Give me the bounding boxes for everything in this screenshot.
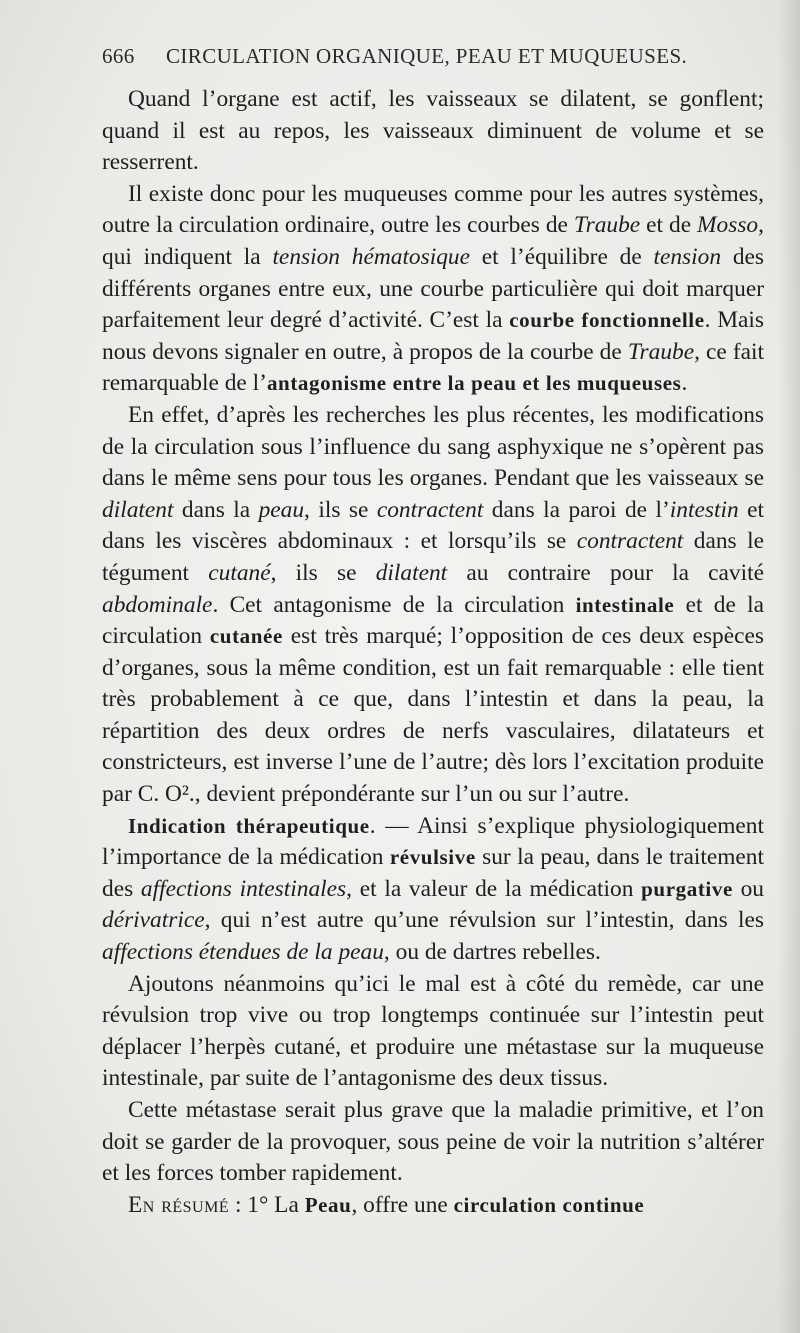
- paragraph: [102, 179, 764, 400]
- text-run: , offre une: [351, 1191, 454, 1218]
- paragraph: [102, 811, 764, 969]
- italic-text: affections intestinales: [140, 875, 347, 902]
- italic-text: cutané: [208, 559, 271, 586]
- bold-text: Indication thérapeutique: [128, 813, 370, 838]
- text-run: ou: [732, 875, 764, 902]
- text-run: Il existe donc pour les muqueuses comme pour les autres systèmes, outre la circulation ordinaire, outre les courbes de: [102, 180, 764, 239]
- italic-text: contractent: [576, 528, 684, 555]
- text-run: Quand l’organe est actif, les vaisseaux se dilatent, se gonflent; quand il est au repos, les vaisseaux diminuent de volume et se resserrent.: [102, 86, 764, 176]
- text-run: , ce fait remarquable de l’: [102, 338, 764, 397]
- text-run: , ou de dartres rebelles.: [383, 939, 601, 966]
- text-run: sur la peau, dans le traitement des: [102, 844, 764, 902]
- bold-text: courbe fonctionnelle: [509, 308, 705, 333]
- bold-text: révulsive: [389, 845, 476, 870]
- bold-text: intestinale: [575, 592, 675, 617]
- italic-text: affections étendues de la peau: [102, 939, 384, 966]
- page-number: 666: [102, 44, 135, 68]
- italic-text: Traube: [573, 212, 641, 239]
- text-run: Cette métastase serait plus grave que la maladie primitive, et l’on doit se garder de la provoquer, sous peine de voir la nutrition s’altérer et les forces tomber rapidement.: [102, 1097, 764, 1187]
- italic-text: Traube: [627, 338, 695, 365]
- text-run: et de: [640, 212, 698, 239]
- paragraph: [102, 969, 764, 1095]
- text-run: , qui indiquent la: [102, 212, 764, 270]
- text-run: : 1° La: [229, 1191, 305, 1218]
- text-run: , ils se: [270, 559, 376, 586]
- text-run: En effet, d’après les recherches les plus récentes, les modifications de la circulation sous l’influence du sang asphyxique ne s’opèrent pas dans le même sens pour tous les organes. Pendant que les vaisseaux se: [102, 401, 764, 492]
- text-run: . Mais nous devons signaler en outre, à propos de la courbe de: [102, 307, 765, 365]
- running-head: [102, 44, 764, 78]
- running-title: CIRCULATION ORGANIQUE, PEAU ET MUQUEUSES.: [166, 44, 688, 68]
- text-run: . — Ainsi s’explique physiologiquement l’importance de la médication: [102, 812, 764, 871]
- italic-text: peau: [258, 496, 305, 523]
- text-run: est très marqué; l’opposition de ces deux espèces d’organes, sous la même condition, est un fait remarquable : elle tient très probablement à ce que, dans l’intestin et dans la peau, la répartition des deux ordres de nerfs vasculaires, dilatateurs et constricteurs, est inverse l’une de l’autre; dès lors l’excitation produite par C. O²., devient prépondérante sur l’un ou sur l’autre.: [102, 623, 764, 808]
- italic-text: tension hématosique: [272, 243, 471, 270]
- italic-text: dilatent: [102, 496, 174, 523]
- bold-text: antagonisme entre la peau et les muqueuses: [266, 371, 682, 396]
- bold-text: cutanée: [209, 624, 283, 649]
- italic-text: abdominale: [102, 591, 213, 618]
- text-run: au contraire pour la cavité: [447, 559, 765, 586]
- paragraph: [102, 400, 764, 811]
- text-run: Ajoutons néanmoins qu’ici le mal est à côté du remède, car une révulsion trop vive ou trop longtemps continuée sur l’intestin peut déplacer l’herpès cutané, et produire une métastase sur la muqueuse intestinale, par suite de l’antagonisme des deux tissus.: [102, 970, 764, 1092]
- text-run: , qui n’est autre qu’une révulsion sur l’intestin, dans les: [204, 907, 764, 934]
- bold-text: purgative: [641, 876, 733, 901]
- text-run: des différents organes entre eux, une courbe particulière qui doit marquer parfaitement leur degré d’activité. C’est la: [102, 243, 764, 334]
- paragraph: [102, 1190, 764, 1222]
- text-run: dans la paroi de l’: [483, 496, 670, 523]
- text-run: dans la: [173, 496, 259, 523]
- text-run: .: [681, 370, 688, 397]
- text-run: dans le tégument: [102, 528, 764, 586]
- small-caps-text: En résumé: [128, 1191, 230, 1218]
- text-run: , et la valeur de la médication: [346, 875, 642, 902]
- italic-text: dérivatrice: [102, 907, 205, 934]
- text-run: , ils se: [304, 496, 377, 523]
- paragraph: [102, 1095, 764, 1190]
- bold-text: circulation continue: [453, 1192, 645, 1217]
- italic-text: tension: [653, 243, 722, 270]
- italic-text: contractent: [376, 496, 484, 523]
- page-edge-shadow: [778, 0, 800, 1333]
- paragraph: [102, 84, 764, 179]
- text-run: et dans les viscères abdominaux : et lorsqu’ils se: [102, 496, 764, 555]
- bold-text: Peau: [304, 1192, 352, 1217]
- italic-text: Mosso: [697, 212, 759, 239]
- italic-text: intestin: [669, 496, 739, 523]
- body-text: [102, 84, 764, 1221]
- italic-text: dilatent: [375, 559, 448, 586]
- text-run: et de la circulation: [102, 591, 764, 650]
- text-run: . Cet antagonisme de la circulation: [212, 591, 576, 618]
- text-run: et l’équilibre de: [470, 243, 654, 270]
